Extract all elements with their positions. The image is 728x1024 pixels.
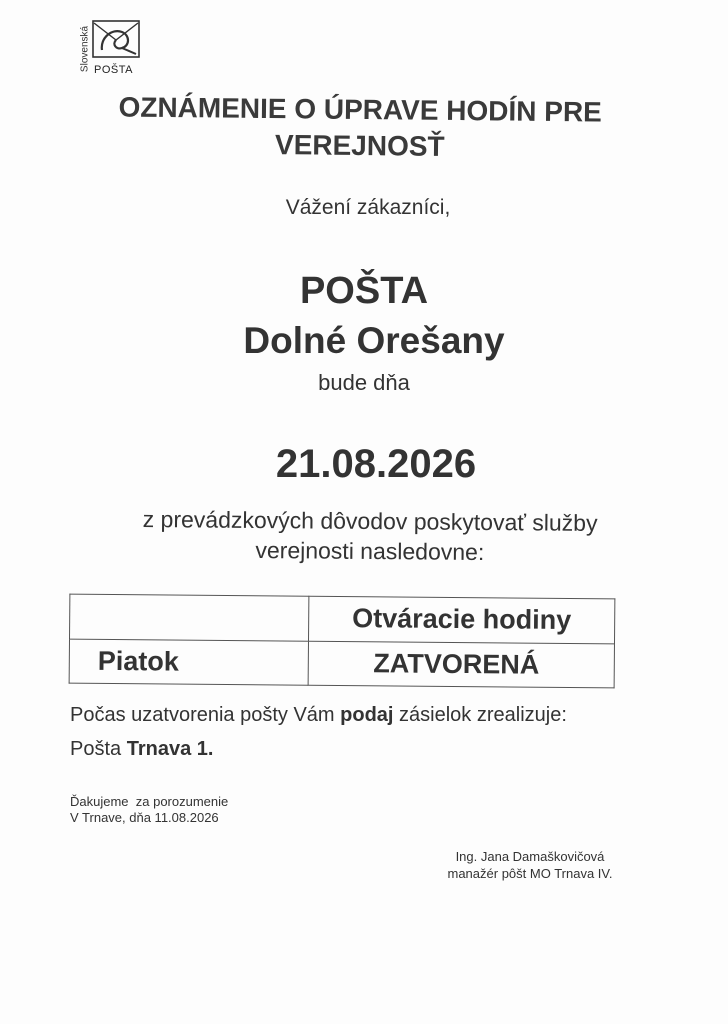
- alternative-pre: Pošta: [70, 738, 127, 760]
- reason-text: [80, 503, 661, 568]
- will-be-text: bude dňa: [318, 370, 410, 395]
- signature-role: manažér pôšt MO Trnava IV.: [447, 866, 613, 881]
- opening-hours-table: [69, 594, 616, 689]
- table-header-hours: Otváracie hodiny: [309, 596, 615, 643]
- closure-date: 21.08.2026: [275, 442, 477, 486]
- alternative-office: [70, 738, 213, 761]
- table-header-row: [70, 594, 615, 643]
- footer-note: [70, 794, 228, 826]
- logo-vertical-text: [78, 20, 92, 78]
- alternative-bold: Trnava 1.: [126, 738, 214, 760]
- thanks-text: Ďakujeme za porozumenie: [70, 794, 229, 809]
- greeting: Vážení zákazníci,: [285, 196, 451, 219]
- reason-line-1: z prevádzkových dôvodov poskytovať služby: [142, 506, 598, 536]
- notice-bold: podaj: [340, 704, 394, 726]
- reason-line-2: verejnosti nasledovne:: [255, 537, 485, 565]
- page-title: [60, 89, 661, 167]
- office-title: POŠTA: [299, 270, 429, 312]
- notice-pre: Počas uzatvorenia pošty Vám: [70, 704, 341, 726]
- post-horn-icon: [92, 20, 140, 58]
- table-cell-status: ZATVORENÁ: [308, 641, 614, 688]
- office-name: Dolné Orešany: [243, 320, 505, 361]
- signature-block: [400, 848, 660, 882]
- title-line-1: OZNÁMENIE O ÚPRAVE HODÍN PRE: [118, 91, 602, 128]
- table-row: [69, 639, 614, 688]
- table-header-empty: [70, 594, 309, 641]
- logo-vertical-label: Slovenská: [79, 25, 91, 73]
- notice-text: [70, 704, 567, 727]
- signature-name: Ing. Jana Damaškovičová: [455, 849, 605, 864]
- table-cell-day: Piatok: [69, 639, 308, 686]
- posta-logo: [78, 18, 144, 80]
- notice-post: zásielok zrealizuje:: [393, 704, 567, 726]
- title-line-2: VEREJNOSŤ: [274, 129, 445, 162]
- place-date-text: V Trnave, dňa 11.08.2026: [70, 810, 219, 825]
- logo-text: POŠTA: [94, 64, 133, 76]
